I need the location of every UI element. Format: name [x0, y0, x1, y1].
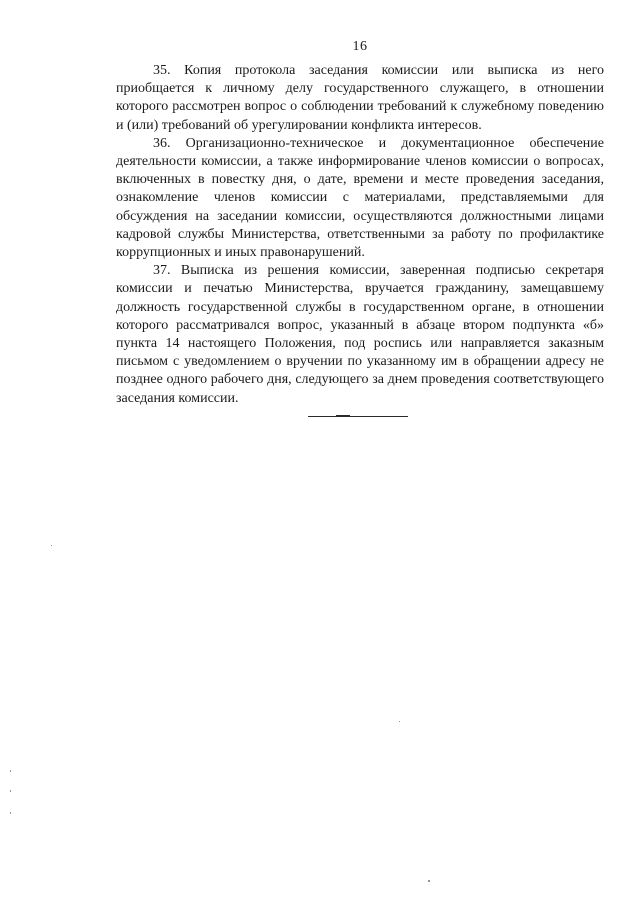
scan-speck [428, 880, 430, 882]
scan-speck [399, 721, 400, 722]
end-separator-line [308, 416, 408, 417]
document-body [116, 62, 604, 408]
page-number: 16 [352, 39, 368, 54]
scan-speck [10, 770, 11, 772]
paragraph-35: 35. Копия протокола заседания комиссии или выписка из него приобщается к личному делу государственного служащего, в отношении которого рассмотрен вопрос о соблюдении требований к служебному поведению и (или) требований об урегулировании конфликта интересов. [116, 63, 604, 133]
paragraph-36: 36. Организационно-техническое и документационное обеспечение деятельности комиссии, а также информирование членов комиссии о вопросах, включенных в повестку дня, о дате, времени и месте проведения заседания, ознакомление членов комиссии с материалами, представляемыми для обсуждения на заседании комиссии, осуществляются должностными лицами кадровой службы Министерства, ответственными за работу по профилактике коррупционных и иных правонарушений. [116, 135, 604, 261]
scan-speck [51, 545, 52, 546]
paragraph-37: 37. Выписка из решения комиссии, заверенная подписью секретаря комиссии и печатью Министерства, вручается гражданину, замещавшему должность государственной службы в государственном органе, в отношении которого рассматривался вопрос, указанный в абзаце втором подпункта «б» пункта 14 настоящего Положения, под роспись или направляется заказным письмом с уведомлением о вручении по указанному им в обращении адресу не позднее одного рабочего дня, следующего за днем проведения соответствующего заседания комиссии. [116, 263, 604, 406]
scan-speck [10, 790, 11, 792]
scan-speck [10, 812, 11, 814]
